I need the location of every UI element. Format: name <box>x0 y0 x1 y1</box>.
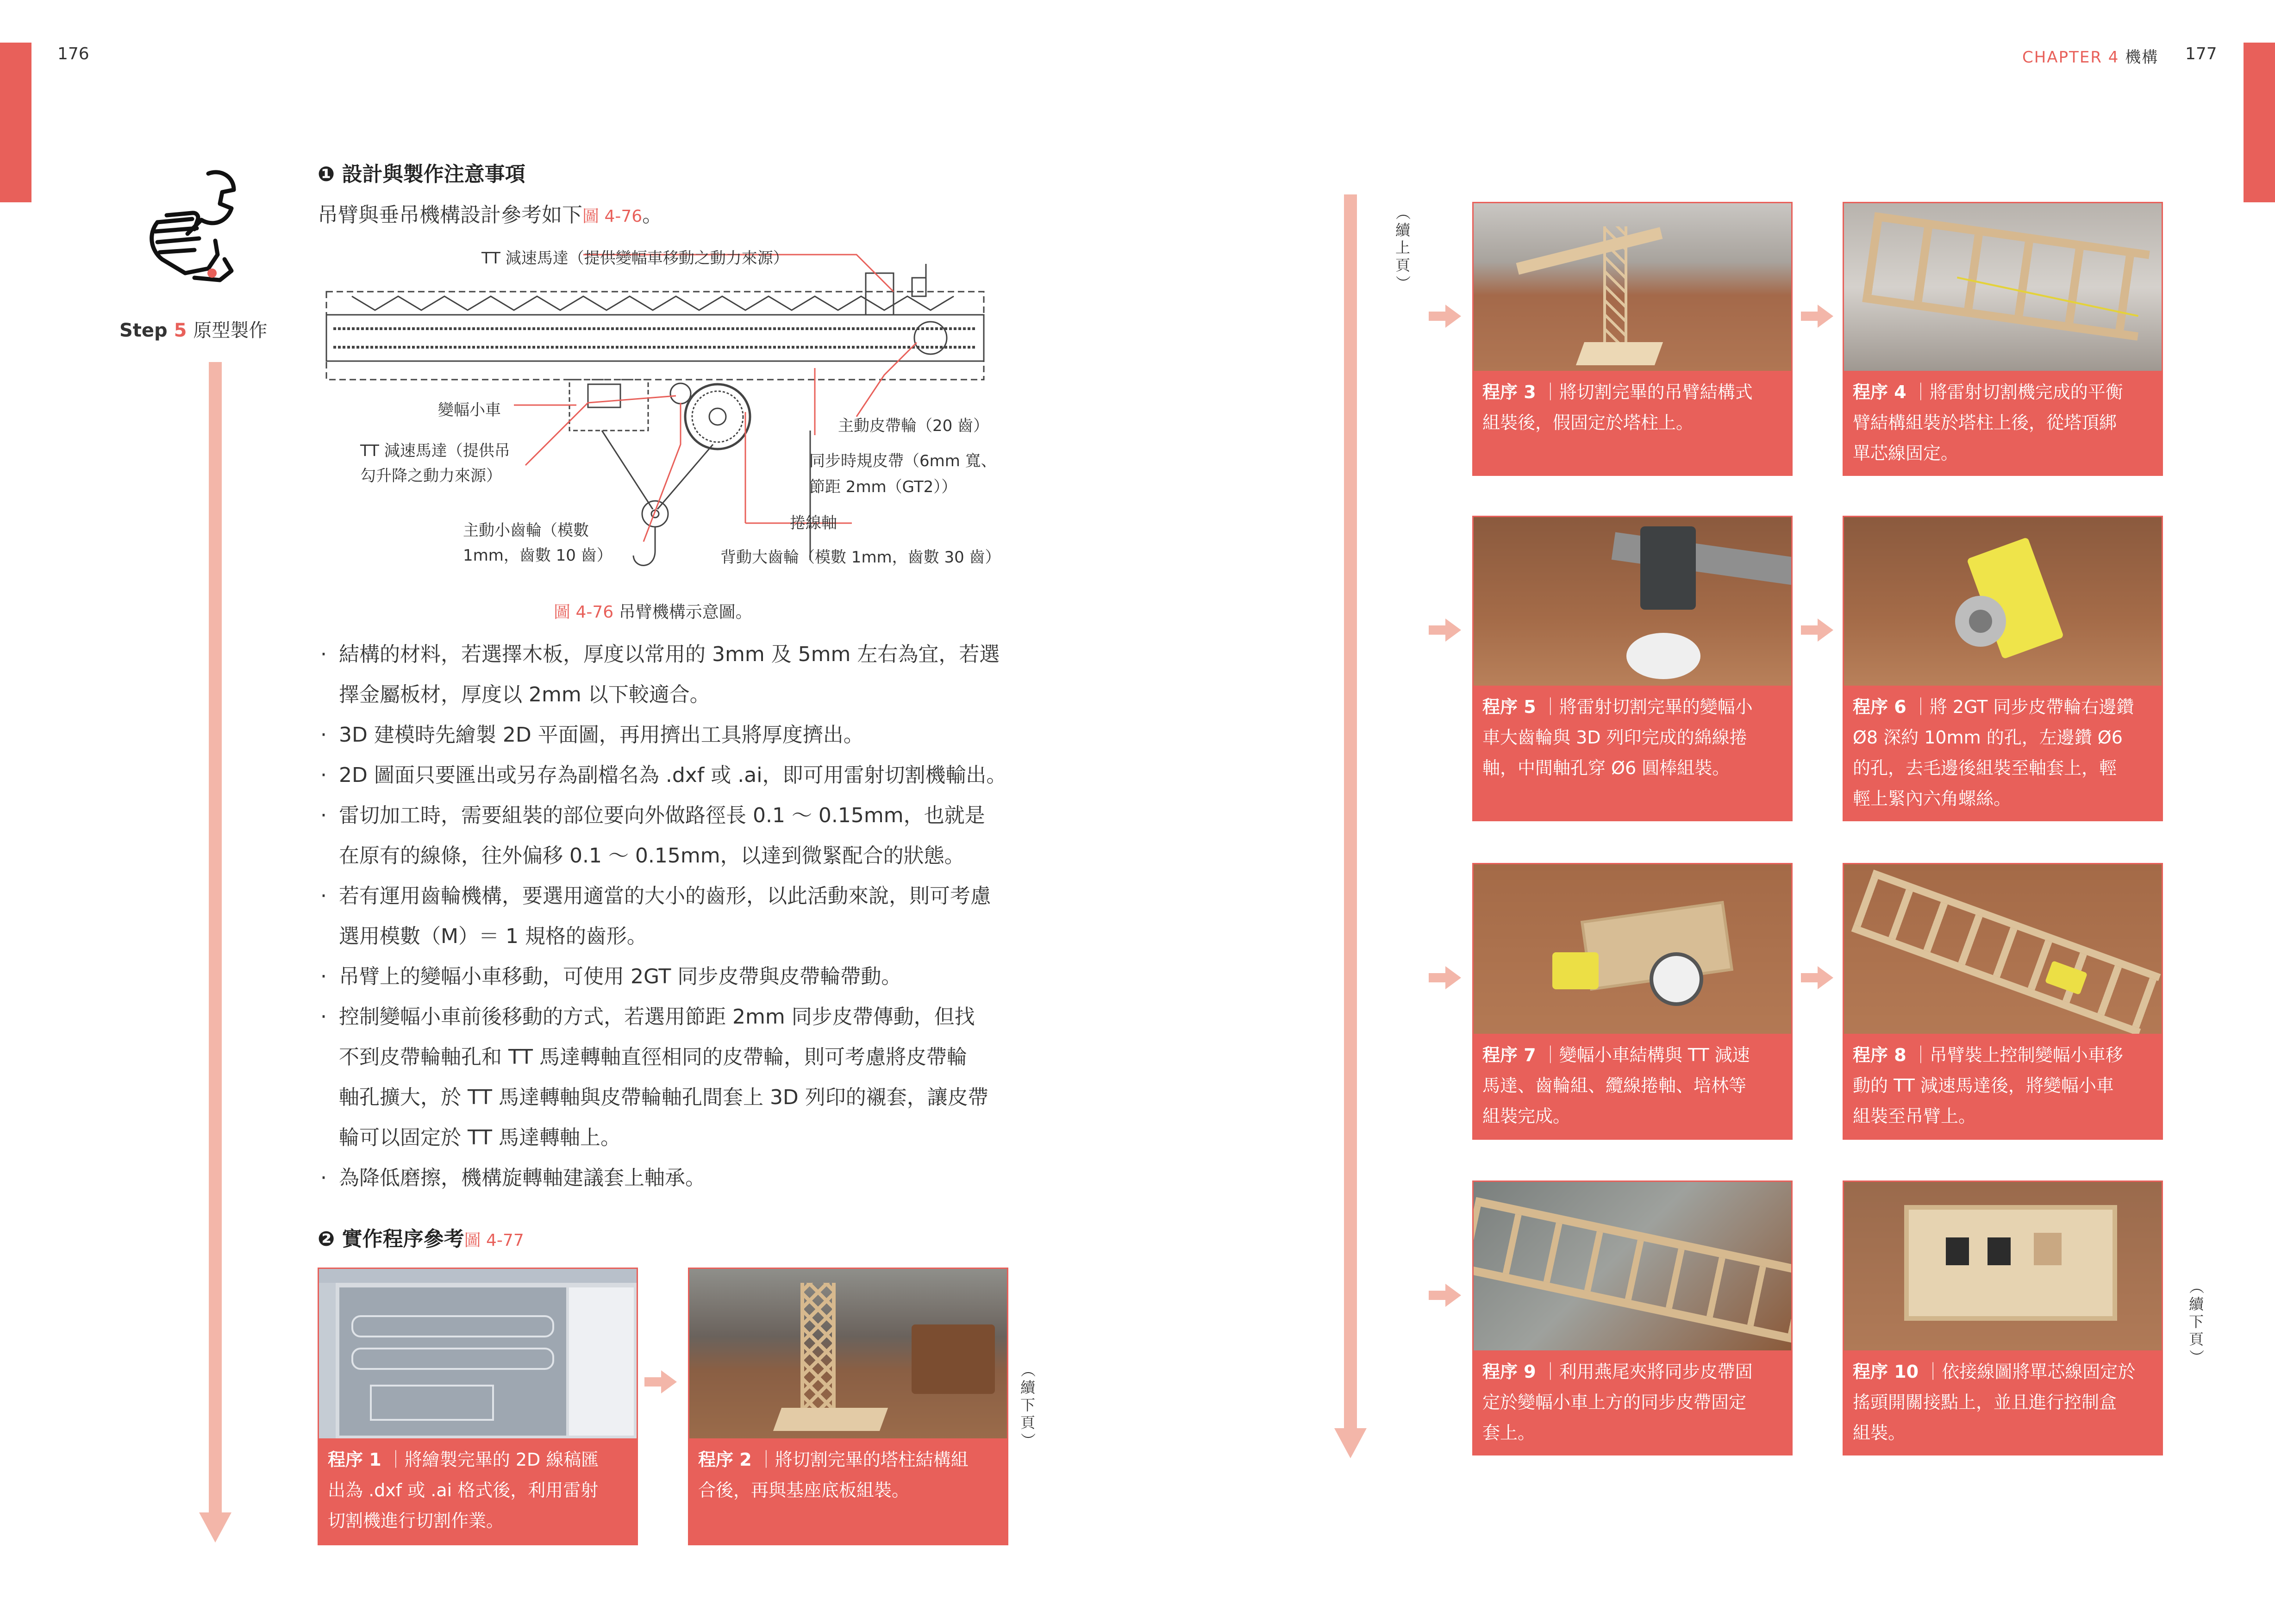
vertical-flow-arrow-right <box>1334 194 1367 1463</box>
arrow-right-icon <box>1801 302 1833 332</box>
step1-description: 程序 1 ｜將繪製完畢的 2D 線稿匯 出為 .dxf 或 .ai 格式後，利用雷射 切割機進行切割作業。 <box>318 1440 638 1545</box>
section2-figure-ref: 圖 4-77 <box>464 1231 524 1250</box>
step-card-1 <box>318 1268 638 1545</box>
step-card-4 <box>1843 202 2163 476</box>
step2-photo-tower <box>688 1268 1008 1440</box>
step2-label: 程序 2 <box>698 1449 752 1470</box>
label-tt-motor-top: TT 減速馬達（提供變幅車移動之動力來源） <box>481 249 789 268</box>
note-item: · 為降低磨擦，機構旋轉軸建議套上軸承。 <box>318 1158 1021 1198</box>
wrench-hand-icon <box>139 164 245 285</box>
label-tt-motor-lift-1: TT 減速馬達（提供吊 <box>360 442 510 460</box>
caption-ref: 圖 4-76 <box>554 603 614 622</box>
step-card-5 <box>1472 516 1793 821</box>
step9-label: 程序 9 <box>1482 1362 1536 1382</box>
note-item: · 控制變幅小車前後移動的方式，若選用節距 2mm 同步皮帶傳動，但找 不到皮帶輪軸孔和 TT 馬達轉軸直徑相同的皮帶輪，則可考慮將皮帶輪 軸孔擴大，於 TT 馬達轉軸與皮帶輪軸孔間套上 3D 列印的襯套，讓皮帶 輪可以固定於 TT 馬達轉軸上。 <box>318 997 1021 1158</box>
note-item: · 若有運用齒輪機構，要選用適當的大小的齒形，以此活動來說，則可考慮 選用模數（M）＝ 1 規格的齒形。 <box>318 876 1021 956</box>
arrow-right-icon <box>1801 964 1833 993</box>
step-card-8 <box>1843 863 2163 1140</box>
section2-title: ❷ 實作程序參考 <box>318 1227 464 1251</box>
step3-description: 程序 3 ｜將切割完畢的吊臂結構式 組裝後，假固定於塔柱上。 <box>1472 372 1793 476</box>
label-trolley: 變幅小車 <box>438 401 501 419</box>
label-drive-pulley: 主動皮帶輪（20 齒） <box>838 417 989 435</box>
step-card-7 <box>1472 863 1793 1140</box>
chapter-header <box>2022 44 2158 67</box>
step10-label: 程序 10 <box>1853 1362 1919 1382</box>
arrow-right-icon <box>1429 302 1461 332</box>
step8-label: 程序 8 <box>1853 1045 1906 1065</box>
label-spool: 捲線軸 <box>790 514 837 532</box>
step1-label: 程序 1 <box>328 1449 381 1470</box>
step-card-2 <box>688 1268 1008 1545</box>
step5-label: 程序 5 <box>1482 697 1536 717</box>
step-card-3 <box>1472 202 1793 476</box>
arrow-right-icon <box>1429 1281 1461 1311</box>
arrow-right-icon <box>1801 616 1833 646</box>
note-item: · 2D 圖面只要匯出或另存為副檔名為 .dxf 或 .ai，即可用雷射切割機輸出。 <box>318 755 1021 795</box>
right-edge-bar <box>2244 43 2275 202</box>
step7-photo-trolley <box>1472 863 1793 1035</box>
label-belt-1: 同步時規皮帶（6mm 寬、 <box>809 452 997 470</box>
vertical-flow-arrow-left <box>199 362 231 1547</box>
step10-photo-control-box <box>1843 1181 2163 1352</box>
intro-figure-ref: 圖 4-76 <box>582 207 643 226</box>
step4-label: 程序 4 <box>1853 382 1906 402</box>
label-tt-motor-lift-2: 勾升降之動力來源） <box>360 467 502 485</box>
step8-photo-boom-trolley <box>1843 863 2163 1035</box>
figure-caption <box>554 599 752 623</box>
step-card-10 <box>1843 1181 2163 1455</box>
step8-description: 程序 8 ｜吊臂裝上控制變幅小車移 動的 TT 減速馬達後，將變幅小車 組裝至吊臂上。 <box>1843 1035 2163 1140</box>
step5-photo-hammer <box>1472 516 1793 687</box>
chapter-title: 機構 <box>2125 48 2159 67</box>
continued-next-left: （ 續 下 頁 ） <box>1019 1362 1037 1448</box>
step1-photo-software-screenshot <box>318 1268 638 1440</box>
chapter-label: CHAPTER 4 <box>2022 48 2119 67</box>
intro-text: 吊臂與垂吊機構設計參考如下 <box>318 203 582 227</box>
step5-description: 程序 5 ｜將雷射切割完畢的變幅小 車大齒輪與 3D 列印完成的綿線捲 軸，中間軸孔穿 Ø6 圓棒組裝。 <box>1472 687 1793 821</box>
step-name: 原型製作 <box>193 320 268 341</box>
step3-photo-boom-on-tower <box>1472 202 1793 372</box>
arrow-right-icon <box>644 1368 677 1398</box>
section2-heading <box>318 1222 524 1252</box>
caption-text: 吊臂機構示意圖。 <box>619 603 752 622</box>
label-pinion-1: 主動小齒輪（模數 <box>463 521 589 540</box>
step6-label: 程序 6 <box>1853 697 1906 717</box>
right-page-number: 177 <box>2185 44 2217 63</box>
section1-intro <box>318 198 662 228</box>
label-large-gear: 背動大齒輪（模數 1mm，齒數 30 齒） <box>720 548 1001 567</box>
section1-heading: ❶ 設計與製作注意事項 <box>318 162 525 186</box>
left-page-number: 176 <box>57 44 89 63</box>
step7-description: 程序 7 ｜變幅小車結構與 TT 減速 馬達、齒輪組、纜線捲軸、培林等 組裝完成。 <box>1472 1035 1793 1140</box>
step9-photo-belt-clip <box>1472 1181 1793 1352</box>
note-item: · 雷切加工時，需要組裝的部位要向外做路徑長 0.1 ～ 0.15mm，也就是 在原有的線條，往外偏移 0.1 ～ 0.15mm，以達到微緊配合的狀態。 <box>318 795 1021 876</box>
label-belt-2: 節距 2mm（GT2）） <box>809 478 957 496</box>
note-item: · 吊臂上的變幅小車移動，可使用 2GT 同步皮帶與皮帶輪帶動。 <box>318 956 1021 997</box>
notes-list <box>318 634 1021 1198</box>
step-card-6 <box>1843 516 2163 821</box>
note-item: · 結構的材料，若選擇木板，厚度以常用的 3mm 及 5mm 左右為宜，若選 擇金屬板材，厚度以 2mm 以下較適合。 <box>318 634 1021 715</box>
intro-end: 。 <box>642 203 663 227</box>
step-number: 5 <box>174 320 187 341</box>
step9-description: 程序 9 ｜利用燕尾夾將同步皮帶固 定於變幅小車上方的同步皮帶固定 套上。 <box>1472 1352 1793 1455</box>
step-card-9 <box>1472 1181 1793 1455</box>
continued-next-right: （ 續 下 頁 ） <box>2188 1279 2205 1364</box>
step10-description: 程序 10 ｜依接線圖將單芯線固定於 搖頭開關接點上，並且進行控制盒 組裝。 <box>1843 1352 2163 1455</box>
arrow-right-icon <box>1429 964 1461 993</box>
step6-photo-pulley-motor <box>1843 516 2163 687</box>
continued-prev: （ 續 上 頁 ） <box>1394 205 1412 290</box>
note-item: · 3D 建模時先繪製 2D 平面圖，再用擠出工具將厚度擠出。 <box>318 715 1021 755</box>
step-word: Step <box>119 320 168 341</box>
step7-label: 程序 7 <box>1482 1045 1536 1065</box>
step3-label: 程序 3 <box>1482 382 1536 402</box>
step4-description: 程序 4 ｜將雷射切割機完成的平衡 臂結構組裝於塔柱上後，從塔頂綁 單芯線固定。 <box>1843 372 2163 476</box>
step-title <box>119 316 267 342</box>
step6-description: 程序 6 ｜將 2GT 同步皮帶輪右邊鑽 Ø8 深約 10mm 的孔，左邊鑽 Ø6 的孔，去毛邊後組裝至軸套上，輕 輕上緊內六角螺絲。 <box>1843 687 2163 821</box>
arrow-right-icon <box>1429 616 1461 646</box>
left-edge-bar <box>0 43 31 202</box>
label-pinion-2: 1mm，齒數 10 齒） <box>463 546 612 565</box>
step2-description: 程序 2 ｜將切割完畢的塔柱結構組 合後，再與基座底板組裝。 <box>688 1440 1008 1545</box>
step4-photo-counter-jib <box>1843 202 2163 372</box>
